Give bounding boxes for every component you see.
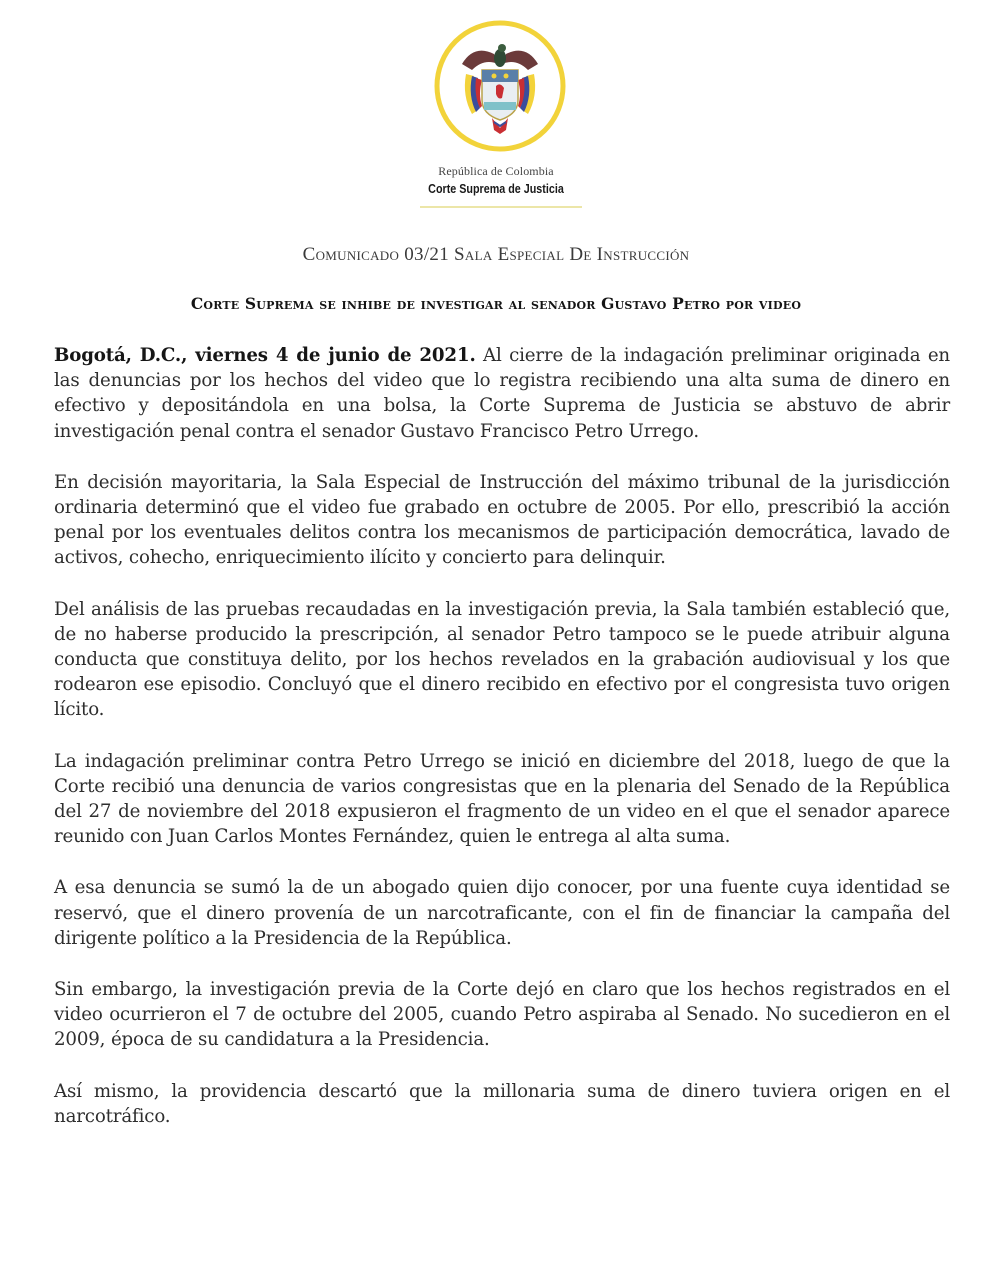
communique-title: Comunicado 03/21 Sala Especial De Instrucción xyxy=(302,244,690,265)
logo-divider xyxy=(420,206,582,208)
press-release-body xyxy=(54,343,950,1155)
paragraph-6: Sin embargo, la investigación previa de la Corte dejó en claro que los hechos registrados en el video ocurrieron el 7 de octubre del 2005, cuando Petro aspiraba al Senado. No sucedieron en el 2009, época de su candidatura a la Presidencia. xyxy=(54,979,950,1051)
republic-label: República de Colombia xyxy=(438,164,554,178)
court-logo xyxy=(396,14,596,214)
paragraph-3: Del análisis de las pruebas recaudadas en la investigación previa, la Sala también estableció que, de no haberse producido la prescripción, al senador Petro tampoco se le puede atribuir alguna conducta que constituya delito, por los hechos revelados en la grabación audiovisual y los que rodearon ese episodio. Concluyó que el dinero recibido en efectivo por el congresista tuvo origen lícito. xyxy=(54,598,950,721)
dateline: Bogotá, D.C., viernes 4 de junio de 2021. xyxy=(54,345,476,366)
paragraph-5: A esa denuncia se sumó la de un abogado quien dijo conocer, por una fuente cuya identidad se reservó, que el dinero provenía de un narcotraficante, con el fin de financiar la campaña del dirigente político a la Presidencia de la República. xyxy=(54,877,950,949)
paragraph-4: La indagación preliminar contra Petro Urrego se inició en diciembre del 2018, luego de que la Corte recibió una denuncia de varios congresistas que en la plenaria del Senado de la República del 27 de noviembre del 2018 expusieron el fragmento de un video en el que el senador aparece reunido con Juan Carlos Montes Fernández, quien le entrega al alta suma. xyxy=(54,750,950,848)
court-name-label: Corte Suprema de Justicia xyxy=(428,182,564,196)
headline: Corte Suprema se inhibe de investigar al senador Gustavo Petro por video xyxy=(190,294,802,313)
paragraph-2: En decisión mayoritaria, la Sala Especial de Instrucción del máximo tribunal de la jurisdicción ordinaria determinó que el video fue grabado en octubre de 2005. Por ello, prescribió la acción penal por los eventuales delitos contra los mecanismos de participación democrática, lavado de activos, cohecho, enriquecimiento ilícito y concierto para delinquir. xyxy=(54,471,950,569)
paragraph-text: Al cierre de la indagación preliminar originada en las denuncias por los hechos del video que lo registra recibiendo una alta suma de dinero en efectivo y depositándola en una bolsa, la Corte Suprema de Justicia se abstuvo de abrir investigación penal contra el senador Gustavo Francisco Petro Urrego. xyxy=(54,345,950,442)
paragraph-7: Así mismo, la providencia descartó que la millonaria suma de dinero tuviera origen en el narcotráfico. xyxy=(54,1080,950,1127)
paragraph-1 xyxy=(54,343,950,444)
coat-of-arms-icon xyxy=(432,18,568,154)
